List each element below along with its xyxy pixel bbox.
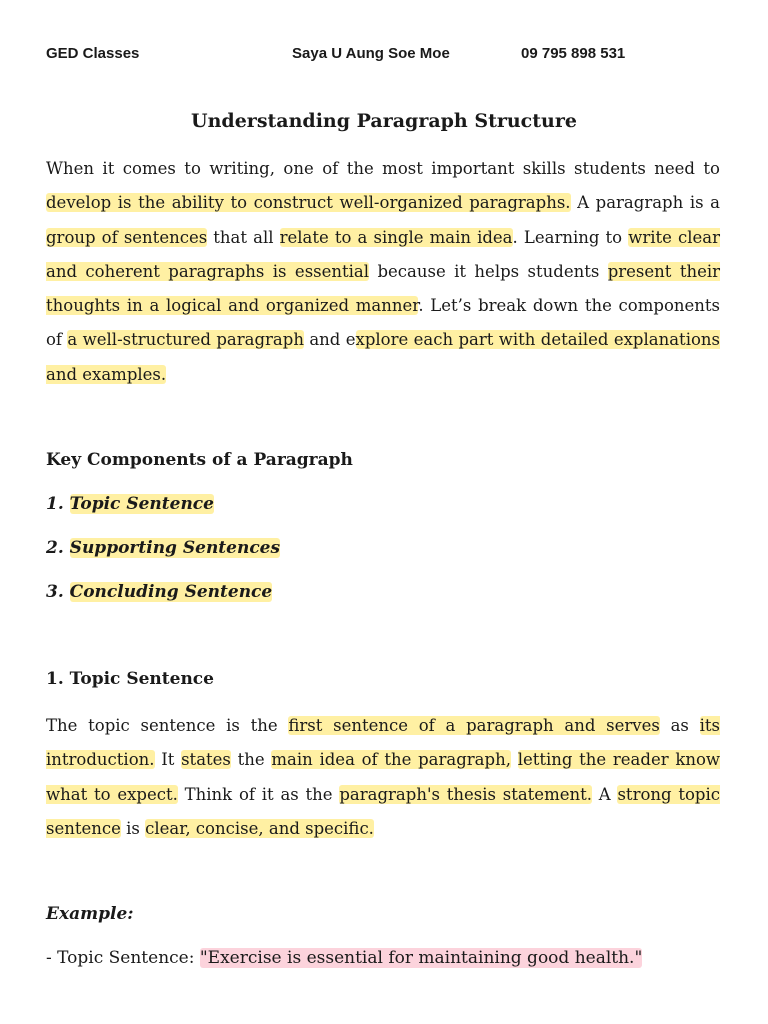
intro-text: A paragraph is a <box>570 193 720 213</box>
intro-text: because it helps students <box>369 261 608 281</box>
intro-highlight: develop is the ability to construct well-organized paragraphs. <box>46 193 571 213</box>
section-highlight: strong topic sentence <box>46 784 721 838</box>
intro-paragraph <box>46 152 720 392</box>
example-label: Example: <box>46 904 134 924</box>
intro-text: . Learning to <box>512 227 629 247</box>
component-label: Topic Sentence <box>69 494 214 514</box>
intro-highlight: group of sentences <box>46 227 208 247</box>
section-text: as <box>659 716 700 735</box>
intro-highlight: present their thoughts in a logical and organized manner <box>46 261 721 316</box>
component-label: Concluding Sentence <box>69 582 273 602</box>
section-highlight: letting the reader know what to expect. <box>46 750 721 804</box>
section-text: is <box>120 818 146 838</box>
section-heading-topic-sentence: 1. Topic Sentence <box>46 669 214 689</box>
component-item <box>46 582 272 602</box>
header-phone-number: 09 795 898 531 <box>521 45 626 62</box>
component-item <box>46 538 280 558</box>
header-class-name: GED Classes <box>46 45 140 62</box>
example-quote: "Exercise is essential for maintaining good health." <box>199 948 643 968</box>
section-text: Think of it as the <box>177 784 340 804</box>
intro-highlight: a well-structured paragraph <box>67 330 304 350</box>
key-components-heading: Key Components of a Paragraph <box>46 450 353 470</box>
section-text <box>511 750 518 769</box>
example-prefix: - Topic Sentence: <box>46 948 200 968</box>
component-number: 3. <box>46 582 70 602</box>
section-text: A <box>591 784 618 804</box>
intro-text: . Let’s break down the components of <box>46 296 720 350</box>
section-text: It <box>154 750 182 770</box>
section-highlight: states <box>181 750 231 770</box>
page-title: Understanding Paragraph Structure <box>191 110 577 132</box>
section-highlight: its introduction. <box>46 716 721 770</box>
component-item <box>46 494 214 514</box>
section-text: The topic sentence is the <box>46 716 289 735</box>
component-number: 1. <box>46 494 70 514</box>
section-highlight: main idea of the paragraph, <box>271 750 511 770</box>
intro-text: When it comes to writing, one of the most important skills students need to <box>46 159 720 178</box>
intro-text: that all <box>207 227 280 247</box>
topic-sentence-paragraph <box>46 709 720 846</box>
component-number: 2. <box>46 538 70 558</box>
section-highlight: clear, concise, and specific. <box>145 818 374 838</box>
section-highlight: first sentence of a paragraph and serves <box>288 716 660 735</box>
intro-highlight: write clear and coherent paragraphs is essential <box>46 227 720 281</box>
section-text: the <box>230 750 272 770</box>
intro-text: and e <box>303 330 356 350</box>
header-teacher-name: Saya U Aung Soe Moe <box>292 45 450 62</box>
intro-highlight: relate to a single main idea <box>279 227 513 247</box>
example-line <box>46 948 642 968</box>
section-highlight: paragraph's thesis statement. <box>339 784 592 804</box>
intro-highlight: xplore each part with detailed explanations and examples. <box>46 330 720 384</box>
component-label: Supporting Sentences <box>69 538 281 558</box>
